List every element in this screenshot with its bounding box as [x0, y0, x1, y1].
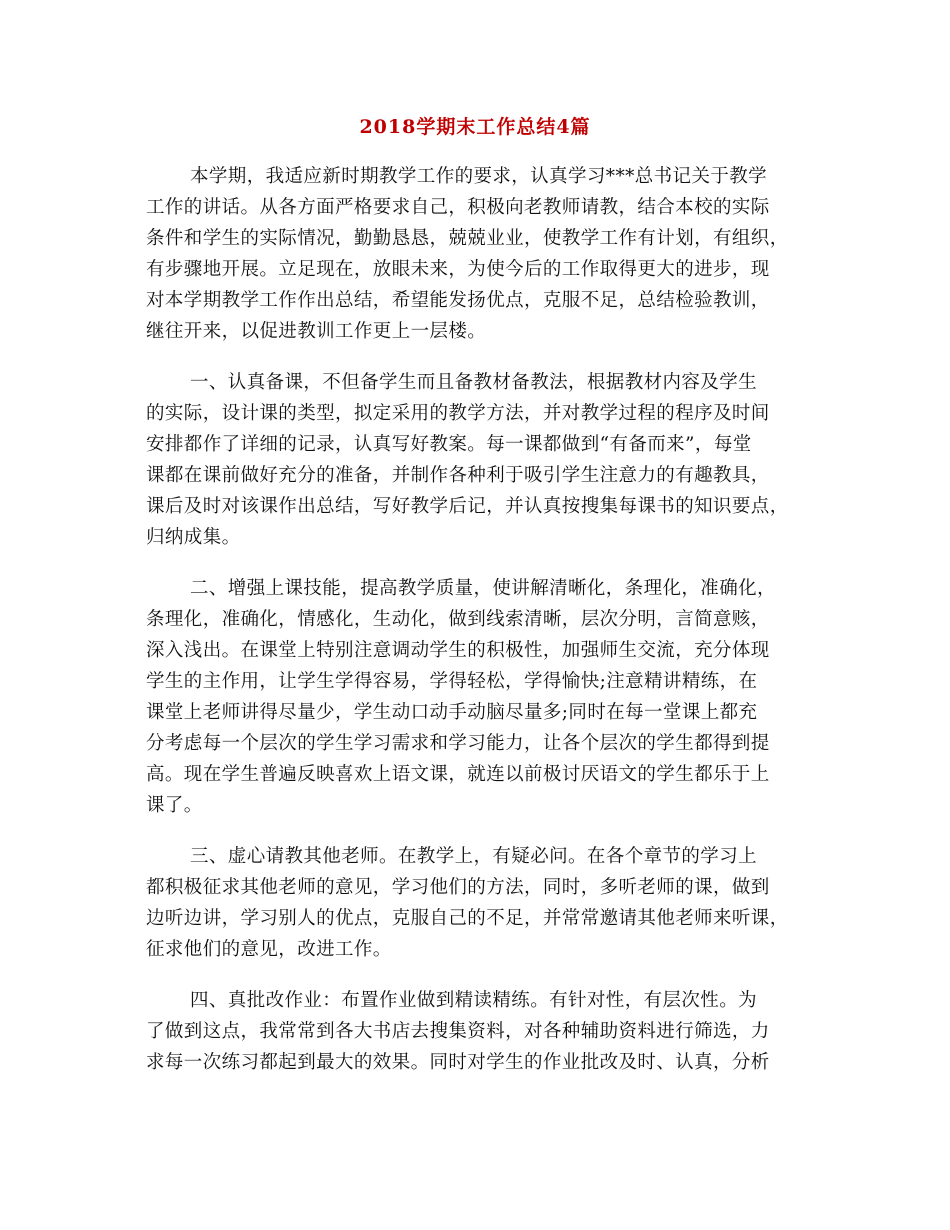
- body-line: 继往开来，以促进教训工作更上一层楼。: [146, 321, 487, 342]
- body-line: 课堂上老师讲得尽量少，学生动口动手动脑尽量多;同时在每一堂课上都充: [146, 702, 758, 723]
- body-line: 分考虑每一个层次的学生学习需求和学习能力，让各个层次的学生都得到提: [146, 733, 770, 754]
- body-line: 学生的主作用，让学生学得容易，学得轻松，学得愉快;注意精讲精练，在: [146, 671, 758, 692]
- body-line: 高。现在学生普遍反映喜欢上语文课，就连以前极讨厌语文的学生都乐于上: [146, 764, 770, 785]
- body-line: 征求他们的意见，改进工作。: [146, 939, 392, 960]
- document-title: 2018学期末工作总结4篇: [359, 116, 591, 138]
- body-line: 工作的讲话。从各方面严格要求自己，积极向老教师请教，结合本校的实际: [146, 197, 770, 218]
- body-line: 课了。: [146, 795, 203, 816]
- body-line: 条理化，准确化，情感化，生动化，做到线索清晰，层次分明，言简意赅，: [146, 609, 770, 630]
- body-line: 深入浅出。在课堂上特别注意调动学生的积极性，加强师生交流，充分体现: [146, 640, 770, 661]
- body-line: 求每一次练习都起到最大的效果。同时对学生的作业批改及时、认真，分析: [146, 1052, 770, 1073]
- body-line: 课后及时对该课作出总结，写好教学后记，并认真按搜集每课书的知识要点，: [146, 496, 789, 517]
- body-line: 本学期，我适应新时期教学工作的要求，认真学习***总书记关于教学: [190, 166, 768, 187]
- body-line: 一、认真备课，不但备学生而且备教材备教法，根据教材内容及学生: [190, 372, 758, 393]
- body-line: 条件和学生的实际情况，勤勤恳恳，兢兢业业，使教学工作有计划，有组织，: [146, 228, 789, 249]
- body-line: 的实际，设计课的类型，拟定采用的教学方法，并对教学过程的程序及时间: [146, 403, 770, 424]
- body-line: 三、虚心请教其他老师。在教学上，有疑必问。在各个章节的学习上: [190, 846, 758, 867]
- body-line: 课都在课前做好充分的准备，并制作各种利于吸引学生注意力的有趣教具，: [146, 465, 770, 486]
- body-line: 二、增强上课技能，提高教学质量，使讲解清晰化，条理化，准确化，: [190, 578, 776, 599]
- body-line: 四、真批改作业：布置作业做到精读精练。有针对性，有层次性。为: [190, 990, 758, 1011]
- body-line: 有步骤地开展。立足现在，放眼未来，为使今后的工作取得更大的进步，现: [146, 259, 770, 280]
- body-line: 对本学期教学工作作出总结，希望能发扬优点，克服不足，总结检验教训，: [146, 290, 770, 311]
- body-line: 都积极征求其他老师的意见，学习他们的方法，同时，多听老师的课，做到: [146, 877, 770, 898]
- body-line: 归纳成集。: [146, 527, 241, 548]
- body-line: 了做到这点，我常常到各大书店去搜集资料，对各种辅助资料进行筛选，力: [146, 1021, 770, 1042]
- body-line: 边听边讲，学习别人的优点，克服自己的不足，并常常邀请其他老师来听课，: [146, 908, 789, 929]
- body-line: 安排都作了详细的记录，认真写好教案。每一课都做到“有备而来”，每堂: [146, 434, 752, 455]
